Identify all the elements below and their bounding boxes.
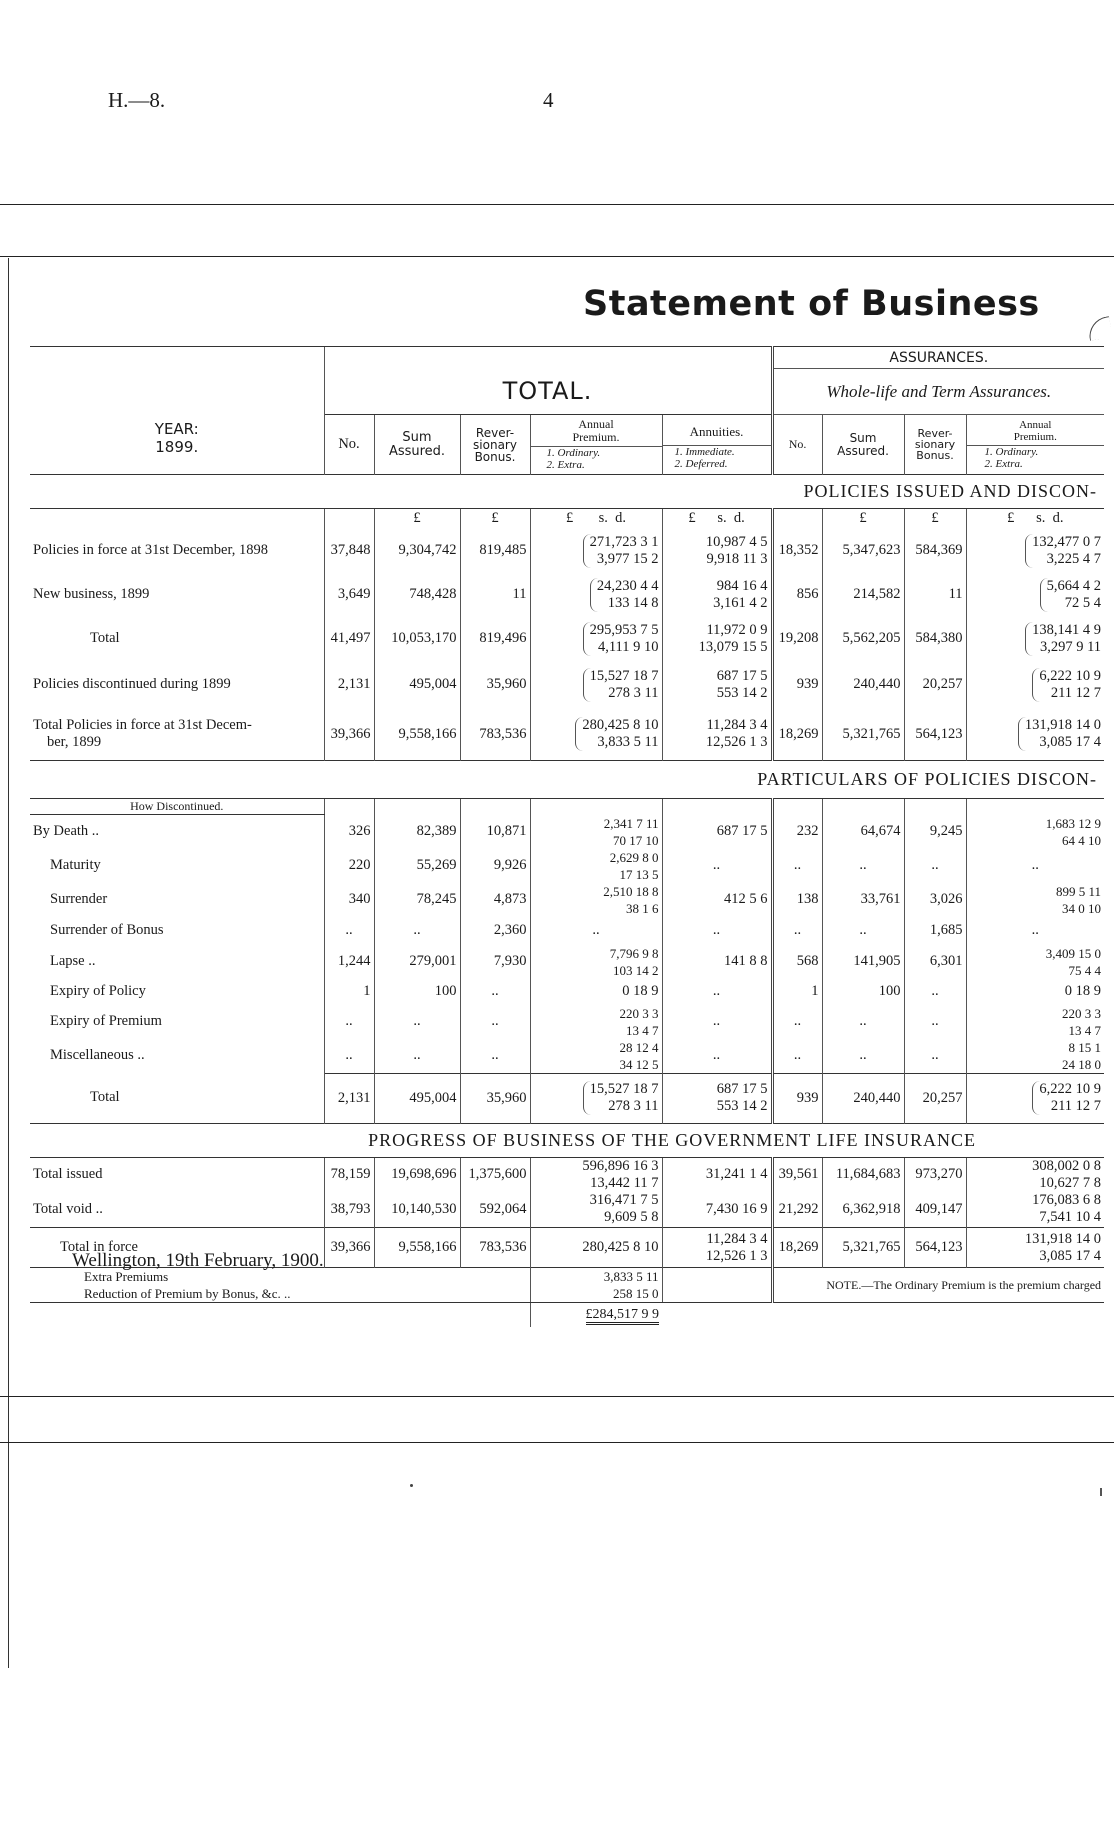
extra-premiums-row (30, 1268, 1104, 1303)
statement-title: Statement of Business (583, 284, 1040, 324)
header-spacer (30, 347, 324, 369)
frame-bottom-rule (0, 1396, 1114, 1397)
year-header (30, 369, 324, 475)
a-col-no: No. (772, 415, 822, 475)
pound-sign: £ (374, 509, 460, 529)
table-row: Maturity 220 55,269 9,926 2,629 8 0 17 13 5 .. .. .. .. .. (30, 849, 1104, 883)
section-issued-heading: POLICIES ISSUED AND DISCON- (30, 475, 1104, 509)
whole-life-heading: Whole-life and Term Assurances. (772, 369, 1104, 415)
table-row: Surrender of Bonus .. .. 2,360 .. .. .. .. 1,685 .. (30, 917, 1104, 945)
table-row: By Death .. 326 82,389 10,871 2,341 7 11 70 17 10 687 17 5 232 64,674 9,245 1,683 12 9 64 4 10 (30, 815, 1104, 849)
bottom-rule (0, 1442, 1114, 1443)
table-row: Policies in force at 31st December, 1898 37,848 9,304,742 819,485 271,723 3 1 3,977 15 2 10,987 4 5 9,918 11 3 18,352 5,347,623 584,369 132,477 0 7 3,225 4 7 (30, 529, 1104, 573)
col-annuities: Annuities. 1. Immediate. 2. Deferred. (662, 415, 772, 475)
note-text: NOTE.—The Ordinary Premium is the premium charged (772, 1268, 1104, 1303)
header-doc-code: H.—8. (108, 88, 166, 112)
stray-mark (1100, 1488, 1102, 1496)
col-annual-premium: Annual Premium. 1. Ordinary. 2. Extra. (530, 415, 662, 475)
table-row: Total Policies in force at 31st Decem- ber, 1899 39,366 9,558,166 783,536 280,425 8 10 3,833 5 11 11,284 3 4 12,526 1 3 18,269 5,321,765 564,123 131,918 14 0 3,085 17 4 (30, 709, 1104, 761)
assurances-heading: ASSURANCES. (772, 347, 1104, 369)
table-row: Lapse .. 1,244 279,001 7,930 7,796 9 8 103 14 2 141 8 8 568 141,905 6,301 3,409 15 0 75 4 4 (30, 945, 1104, 979)
reduction-label: Reduction of Premium by Bonus, &c. .. (84, 1286, 291, 1301)
frame-left-border (8, 258, 9, 1668)
year-value: 1899. (155, 438, 199, 456)
table-row: Total 41,497 10,053,170 819,496 295,953 7 5 4,111 9 10 11,972 0 9 13,079 15 5 19,208 5,562,205 584,380 138,141 4 9 3,297 9 11 (30, 617, 1104, 661)
header-total-spacer (324, 347, 772, 369)
table-row: Policies discontinued during 1899 2,131 495,004 35,960 15,527 18 7 278 3 11 687 17 5 553 14 2 939 240,440 20,257 6,222 10 9 211 12 7 (30, 661, 1104, 709)
year-label: YEAR: (154, 420, 199, 438)
table-row: Miscellaneous .. .. .. .. 28 12 4 34 12 5 .. .. .. .. 8 15 1 24 18 0 (30, 1039, 1104, 1074)
signature-line: Wellington, 19th February, 1900. (72, 1250, 324, 1271)
pound-sign: £ (822, 509, 904, 529)
page-number: 4 (543, 88, 554, 112)
a-col-rev-bonus: Rever- sionary Bonus. (904, 415, 966, 475)
title-tail-mark (1086, 316, 1112, 341)
table-row: Expiry of Policy 1 100 .. 0 18 9 .. 1 100 .. 0 18 9 (30, 979, 1104, 1005)
extra-premiums-value: 3,833 5 11 (603, 1269, 659, 1284)
extra-premiums-label: Extra Premiums (84, 1269, 169, 1284)
frame-top-rule (0, 256, 1114, 257)
stray-mark (410, 1484, 413, 1487)
lsd-header: £ s. d. (662, 509, 772, 529)
reduction-value: 258 15 0 (613, 1286, 659, 1301)
grand-total: £284,517 9 9 (586, 1307, 660, 1325)
table-row: Total 2,131 495,004 35,960 15,527 18 7 278 3 11 687 17 5 553 14 2 939 240,440 20,257 6,222 10 9 211 12 7 (30, 1073, 1104, 1123)
a-col-sum-assured: Sum Assured. (822, 415, 904, 475)
how-discontinued-label: How Discontinued. (30, 799, 324, 815)
section-progress-heading: PROGRESS OF BUSINESS OF THE GOVERNMENT LIFE INSURANCE (30, 1123, 1104, 1157)
total-heading: TOTAL. (324, 369, 772, 415)
table-row: Total issued 78,159 19,698,696 1,375,600 596,896 16 3 13,442 11 7 31,241 1 4 39,561 11,684,683 973,270 308,002 0 8 10,627 7 8 (30, 1157, 1104, 1192)
pound-sign: £ (460, 509, 530, 529)
statement-table (30, 346, 1104, 1327)
table-row: Surrender 340 78,245 4,873 2,510 18 8 38 1 6 412 5 6 138 33,761 3,026 899 5 11 34 0 10 (30, 883, 1104, 917)
top-rule (0, 204, 1114, 205)
col-rev-bonus: Rever- sionary Bonus. (460, 415, 530, 475)
col-no: No. (324, 415, 374, 475)
table-row: New business, 1899 3,649 748,428 11 24,230 4 4 133 14 8 984 16 4 3,161 4 2 856 214,582 11 5,664 4 2 72 5 4 (30, 573, 1104, 617)
table-row: Expiry of Premium .. .. .. 220 3 3 13 4 7 .. .. .. .. 220 3 3 13 4 7 (30, 1005, 1104, 1039)
table-row: Total in force 39,366 9,558,166 783,536 280,425 8 10 11,284 3 4 12,526 1 3 18,269 5,321,765 564,123 131,918 14 0 3,085 17 4 (30, 1228, 1104, 1268)
lsd-header: £ s. d. (530, 509, 662, 529)
col-sum-assured: Sum Assured. (374, 415, 460, 475)
table-row: Total void .. 38,793 10,140,530 592,064 316,471 7 5 9,609 5 8 7,430 16 9 21,292 6,362,918 409,147 176,083 6 8 7,541 10 4 (30, 1192, 1104, 1228)
a-col-annual-premium: Annual Premium. 1. Ordinary. 2. Extra. (966, 415, 1104, 475)
lsd-header: £ s. d. (966, 509, 1104, 529)
section-particulars-heading: PARTICULARS OF POLICIES DISCON- (30, 761, 1104, 799)
pound-sign: £ (904, 509, 966, 529)
